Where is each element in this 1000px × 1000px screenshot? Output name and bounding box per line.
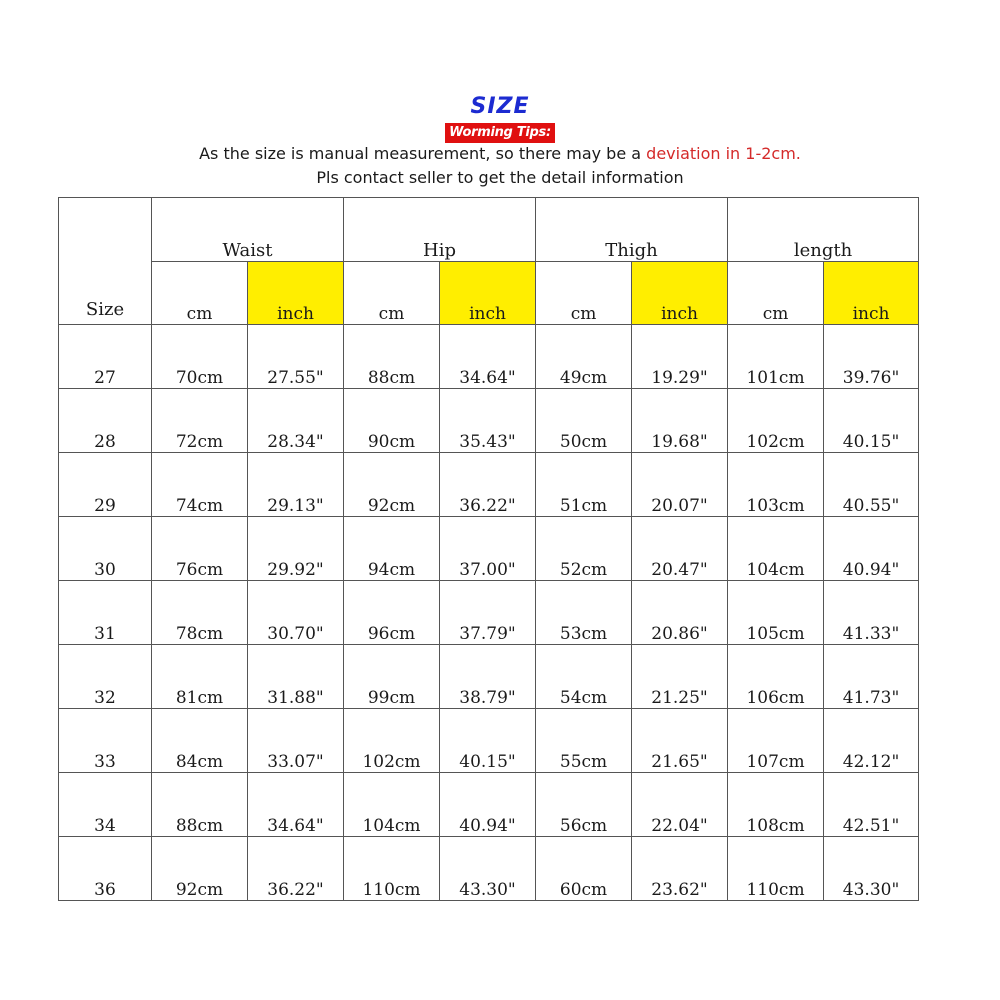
deviation-highlight: deviation in 1-2cm.: [646, 144, 801, 163]
length-inch-cell: 40.55": [824, 453, 919, 517]
size-cell: 28: [59, 389, 152, 453]
thigh-inch-header: inch: [632, 262, 728, 325]
hip-inch-cell: 37.79": [440, 581, 536, 645]
thigh-inch-cell: 20.47": [632, 517, 728, 581]
thigh-inch-cell: 19.68": [632, 389, 728, 453]
waist-inch-cell: 29.92": [248, 517, 344, 581]
size-cell: 31: [59, 581, 152, 645]
size-cell: 33: [59, 709, 152, 773]
length-inch-cell: 43.30": [824, 837, 919, 901]
hip-cm-cell: 102cm: [344, 709, 440, 773]
hip-inch-cell: 40.15": [440, 709, 536, 773]
length-cm-cell: 101cm: [728, 325, 824, 389]
thigh-inch-cell: 20.86": [632, 581, 728, 645]
waist-cm-cell: 84cm: [152, 709, 248, 773]
waist-cm-header: cm: [152, 262, 248, 325]
length-inch-cell: 40.94": [824, 517, 919, 581]
length-cm-cell: 110cm: [728, 837, 824, 901]
size-chart-title: SIZE: [470, 94, 530, 119]
length-group-header: length: [728, 198, 919, 262]
length-cm-cell: 104cm: [728, 517, 824, 581]
size-cell: 32: [59, 645, 152, 709]
hip-inch-cell: 36.22": [440, 453, 536, 517]
group-header-row: [59, 198, 919, 262]
size-cell: 27: [59, 325, 152, 389]
thigh-inch-cell: 20.07": [632, 453, 728, 517]
waist-inch-header: inch: [248, 262, 344, 325]
hip-cm-header: cm: [344, 262, 440, 325]
thigh-inch-cell: 19.29": [632, 325, 728, 389]
unit-header-row: [59, 262, 919, 325]
table-row: [59, 581, 919, 645]
waist-inch-cell: 36.22": [248, 837, 344, 901]
hip-inch-cell: 37.00": [440, 517, 536, 581]
table-row: [59, 453, 919, 517]
table-row: [59, 837, 919, 901]
thigh-cm-cell: 55cm: [536, 709, 632, 773]
length-cm-cell: 108cm: [728, 773, 824, 837]
hip-inch-cell: 35.43": [440, 389, 536, 453]
waist-inch-cell: 33.07": [248, 709, 344, 773]
hip-cm-cell: 88cm: [344, 325, 440, 389]
table-row: [59, 773, 919, 837]
thigh-inch-cell: 22.04": [632, 773, 728, 837]
hip-cm-cell: 96cm: [344, 581, 440, 645]
size-cell: 34: [59, 773, 152, 837]
waist-inch-cell: 34.64": [248, 773, 344, 837]
thigh-cm-cell: 51cm: [536, 453, 632, 517]
hip-cm-cell: 92cm: [344, 453, 440, 517]
waist-cm-cell: 81cm: [152, 645, 248, 709]
length-inch-cell: 41.73": [824, 645, 919, 709]
table-row: [59, 645, 919, 709]
size-cell: 29: [59, 453, 152, 517]
waist-cm-cell: 76cm: [152, 517, 248, 581]
thigh-group-header: Thigh: [536, 198, 728, 262]
waist-cm-cell: 74cm: [152, 453, 248, 517]
waist-inch-cell: 31.88": [248, 645, 344, 709]
thigh-cm-cell: 49cm: [536, 325, 632, 389]
waist-cm-cell: 92cm: [152, 837, 248, 901]
size-chart-table: [58, 197, 919, 901]
hip-inch-header: inch: [440, 262, 536, 325]
table-row: [59, 709, 919, 773]
length-cm-cell: 105cm: [728, 581, 824, 645]
waist-inch-cell: 30.70": [248, 581, 344, 645]
hip-inch-cell: 40.94": [440, 773, 536, 837]
length-cm-header: cm: [728, 262, 824, 325]
thigh-cm-cell: 54cm: [536, 645, 632, 709]
measurement-note-text: As the size is manual measurement, so there may be a: [199, 144, 647, 163]
length-inch-cell: 42.51": [824, 773, 919, 837]
waist-cm-cell: 70cm: [152, 325, 248, 389]
thigh-cm-cell: 52cm: [536, 517, 632, 581]
hip-cm-cell: 94cm: [344, 517, 440, 581]
thigh-inch-cell: 23.62": [632, 837, 728, 901]
thigh-cm-cell: 50cm: [536, 389, 632, 453]
length-inch-header: inch: [824, 262, 919, 325]
waist-inch-cell: 28.34": [248, 389, 344, 453]
hip-inch-cell: 34.64": [440, 325, 536, 389]
length-inch-cell: 39.76": [824, 325, 919, 389]
waist-inch-cell: 27.55": [248, 325, 344, 389]
measurement-note: [0, 143, 1000, 165]
hip-group-header: Hip: [344, 198, 536, 262]
thigh-inch-cell: 21.65": [632, 709, 728, 773]
thigh-cm-header: cm: [536, 262, 632, 325]
thigh-cm-cell: 56cm: [536, 773, 632, 837]
contact-seller-note: Pls contact seller to get the detail information: [316, 168, 684, 187]
table-row: [59, 517, 919, 581]
hip-cm-cell: 99cm: [344, 645, 440, 709]
waist-group-header: Waist: [152, 198, 344, 262]
size-column-header: Size: [59, 198, 152, 325]
hip-inch-cell: 38.79": [440, 645, 536, 709]
length-cm-cell: 103cm: [728, 453, 824, 517]
size-cell: 30: [59, 517, 152, 581]
hip-cm-cell: 110cm: [344, 837, 440, 901]
waist-cm-cell: 78cm: [152, 581, 248, 645]
length-inch-cell: 42.12": [824, 709, 919, 773]
length-cm-cell: 107cm: [728, 709, 824, 773]
length-cm-cell: 102cm: [728, 389, 824, 453]
table-row: [59, 389, 919, 453]
length-cm-cell: 106cm: [728, 645, 824, 709]
hip-cm-cell: 90cm: [344, 389, 440, 453]
size-cell: 36: [59, 837, 152, 901]
waist-cm-cell: 88cm: [152, 773, 248, 837]
waist-cm-cell: 72cm: [152, 389, 248, 453]
thigh-cm-cell: 60cm: [536, 837, 632, 901]
waist-inch-cell: 29.13": [248, 453, 344, 517]
thigh-inch-cell: 21.25": [632, 645, 728, 709]
warning-tips-badge: Worming Tips:: [445, 123, 555, 143]
thigh-cm-cell: 53cm: [536, 581, 632, 645]
table-row: [59, 325, 919, 389]
hip-cm-cell: 104cm: [344, 773, 440, 837]
length-inch-cell: 41.33": [824, 581, 919, 645]
hip-inch-cell: 43.30": [440, 837, 536, 901]
length-inch-cell: 40.15": [824, 389, 919, 453]
